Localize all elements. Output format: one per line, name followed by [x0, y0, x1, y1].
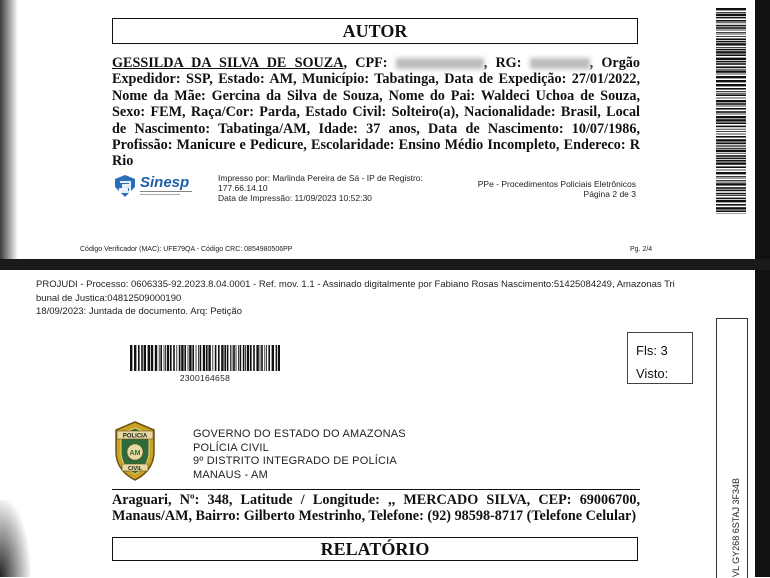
section-title-autor: AUTOR: [112, 18, 638, 44]
verifier-code: Código Verificador (MAC): UFE79QA - Código CRC: 0854980506PP: [80, 246, 292, 253]
visto-label: Visto:: [636, 366, 668, 381]
ppe-info: PPe - Procedimentos Policiais Eletrônicos Página 2 de 3: [440, 179, 636, 199]
fls-visto-box: [627, 332, 693, 384]
svg-text:POLICIA: POLICIA: [123, 434, 148, 440]
scan-edge-right: [755, 0, 770, 262]
svg-text:AM: AM: [130, 450, 141, 457]
redacted-rg: [530, 58, 590, 69]
page-number: Pg. 2/4: [630, 246, 652, 253]
author-name: GESSILDA DA SILVA DE SOUZA: [112, 55, 343, 71]
government-header: GOVERNO DO ESTADO DO AMAZONAS POLÍCIA CIVIL 9º DISTRITO INTEGRADO DE POLÍCIA MANAUS - AM: [193, 428, 406, 483]
author-details: GESSILDA DA SILVA DE SOUZA, CPF: , RG: , Orgão Expedidor: SSP, Estado: AM, Município: Tabatinga, Data de Expedição: 27/01/2022, Nome da Mãe: Gercina da Silva de Souza, Nome do Pai: Waldeci Uchoa de Souza, Sexo: FEM, Raça/Cor: Parda, Estado Civil: Solteiro(a), Nacionalidade: Brasil, Local de Nascimento: Tabatinga/AM, Idade: 37 anos, Data de Nascimento: 10/07/1986, Profissão: Manicure e Pedicure, Escolaridade: Ensino Médio Incompleto, Endereco: R Rio: [112, 55, 640, 170]
previous-page: [0, 0, 770, 262]
scan-edge-right-lower: [755, 270, 770, 577]
sinesp-logo-icon: [112, 173, 138, 199]
fls-label: Fls: 3: [636, 343, 668, 358]
vertical-barcode: [716, 8, 746, 214]
scan-shadow: [0, 0, 18, 262]
barcode: [130, 345, 280, 371]
barcode-number: 2300164658: [130, 373, 280, 383]
sinesp-logo: [112, 172, 202, 200]
print-info: Impresso por: Marlinda Pereira de Sá - IP de Registro: 177.66.14.10 Data de Impressão: 11/09/2023 10:52:30: [218, 173, 448, 203]
author-details-text: , Orgão Expedidor: SSP, Estado: AM, Município: Tabatinga, Data de Expedição: 27/01/2022, Nome da Mãe: Gercina da Silva de Souza, Nome do Pai: Waldeci Uchoa de Souza, Sexo: FEM, Raça/Cor: Parda, Estado Civil: Solteiro(a), Nacionalidade: Brasil, Local de Nascimento: Tabatinga/AM, Idade: 37 anos, Data de Nascimento: 10/07/1986, Profissão: Manicure e Pedicure, Escolaridade: Ensino Médio Incompleto, Endereco: R Rio: [112, 55, 640, 169]
section-title-relatorio: RELATÓRIO: [112, 537, 638, 561]
address-details: Araguari, Nº: 348, Latitude / Longitude: ,, MERCADO SILVA, CEP: 69006700, Manaus/AM, Bairro: Gilberto Mestrinho, Telefone: (92) 98598-8717 (Telefone Celular): [112, 489, 640, 525]
vertical-code: VL GY268 6STAJ 3F34B: [731, 478, 741, 577]
scan-shadow-bottom: [0, 500, 30, 577]
sinesp-logo-word: Sinesp: [140, 174, 189, 191]
redacted-cpf: [396, 58, 484, 69]
svg-text:CIVIL: CIVIL: [128, 466, 143, 472]
projudi-stamp: PROJUDI - Processo: 0606335-92.2023.8.04.0001 - Ref. mov. 1.1 - Assinado digitalmente por Fabiano Rosas Nascimento:51425084249, Amazonas Tri bunal de Justica:04812509000190 18/09/2023: Juntada de documento. Arq: Petição: [36, 278, 696, 319]
police-badge-icon: [112, 420, 158, 482]
page-separator: [0, 259, 770, 270]
